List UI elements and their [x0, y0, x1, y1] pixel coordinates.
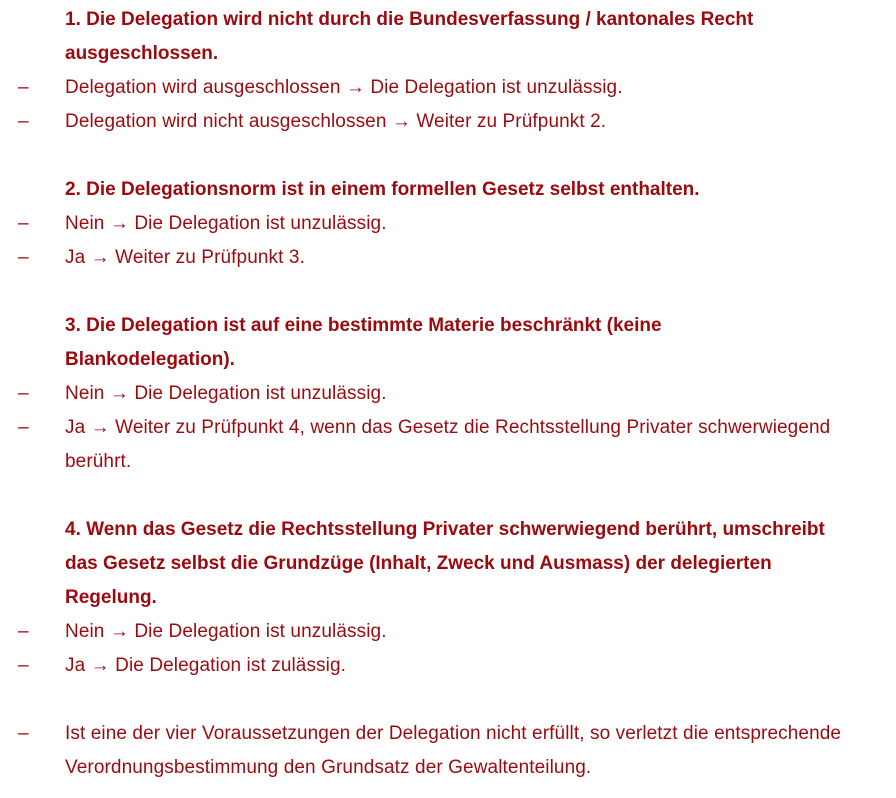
conclusion: [0, 717, 896, 785]
list-item: [0, 241, 896, 275]
dash-bullet: –: [18, 723, 29, 744]
section-spacer: [0, 479, 896, 513]
section-3: [0, 309, 896, 479]
section-heading-continuation: Blankodelegation).: [65, 349, 235, 370]
list-item: [0, 411, 896, 445]
list-item: [0, 377, 896, 411]
section-heading: 4. Wenn das Gesetz die Rechtsstellung Privater schwerwiegend berührt, umschreibt: [65, 519, 825, 540]
dash-bullet: –: [18, 77, 29, 98]
document-body: [0, 3, 896, 785]
section-spacer: [0, 139, 896, 173]
conclusion-item: [0, 717, 896, 751]
list-item-text: Ja → Weiter zu Prüfpunkt 3.: [65, 247, 305, 268]
dash-bullet: –: [18, 111, 29, 132]
section-heading-continuation: das Gesetz selbst die Grundzüge (Inhalt, Zweck und Ausmass) der delegierten: [65, 553, 772, 574]
list-item: [0, 105, 896, 139]
section-heading-continuation: ausgeschlossen.: [65, 43, 219, 64]
list-item: [0, 71, 896, 105]
dash-bullet: –: [18, 383, 29, 404]
list-item-text: Nein → Die Delegation ist unzulässig.: [65, 621, 387, 642]
list-item-text: Nein → Die Delegation ist unzulässig.: [65, 383, 387, 404]
list-item-text: Ja → Die Delegation ist zulässig.: [65, 655, 347, 676]
section-spacer: [0, 275, 896, 309]
section-2: [0, 173, 896, 275]
section-heading: 2. Die Delegationsnorm ist in einem formellen Gesetz selbst enthalten.: [65, 179, 700, 200]
list-item-continuation: berührt.: [65, 451, 132, 472]
dash-bullet: –: [18, 417, 29, 438]
list-item: [0, 207, 896, 241]
section-heading: 1. Die Delegation wird nicht durch die Bundesverfassung / kantonales Recht: [65, 9, 754, 30]
conclusion-text: Ist eine der vier Voraussetzungen der Delegation nicht erfüllt, so verletzt die entsprechende: [65, 723, 842, 744]
list-item-text: Ja → Weiter zu Prüfpunkt 4, wenn das Gesetz die Rechtsstellung Privater schwerwiegend: [65, 417, 831, 438]
list-item: [0, 649, 896, 683]
section-heading: 3. Die Delegation ist auf eine bestimmte Materie beschränkt (keine: [65, 315, 662, 336]
list-item: [0, 615, 896, 649]
list-item-text: Delegation wird nicht ausgeschlossen → Weiter zu Prüfpunkt 2.: [65, 111, 607, 132]
section-4: [0, 513, 896, 683]
list-item-text: Nein → Die Delegation ist unzulässig.: [65, 213, 387, 234]
section-1: [0, 3, 896, 139]
conclusion-continuation: Verordnungsbestimmung den Grundsatz der Gewaltenteilung.: [65, 757, 592, 778]
list-item-text: Delegation wird ausgeschlossen → Die Delegation ist unzulässig.: [65, 77, 623, 98]
dash-bullet: –: [18, 621, 29, 642]
dash-bullet: –: [18, 655, 29, 676]
dash-bullet: –: [18, 213, 29, 234]
section-spacer: [0, 683, 896, 717]
section-heading-continuation: Regelung.: [65, 587, 157, 608]
dash-bullet: –: [18, 247, 29, 268]
